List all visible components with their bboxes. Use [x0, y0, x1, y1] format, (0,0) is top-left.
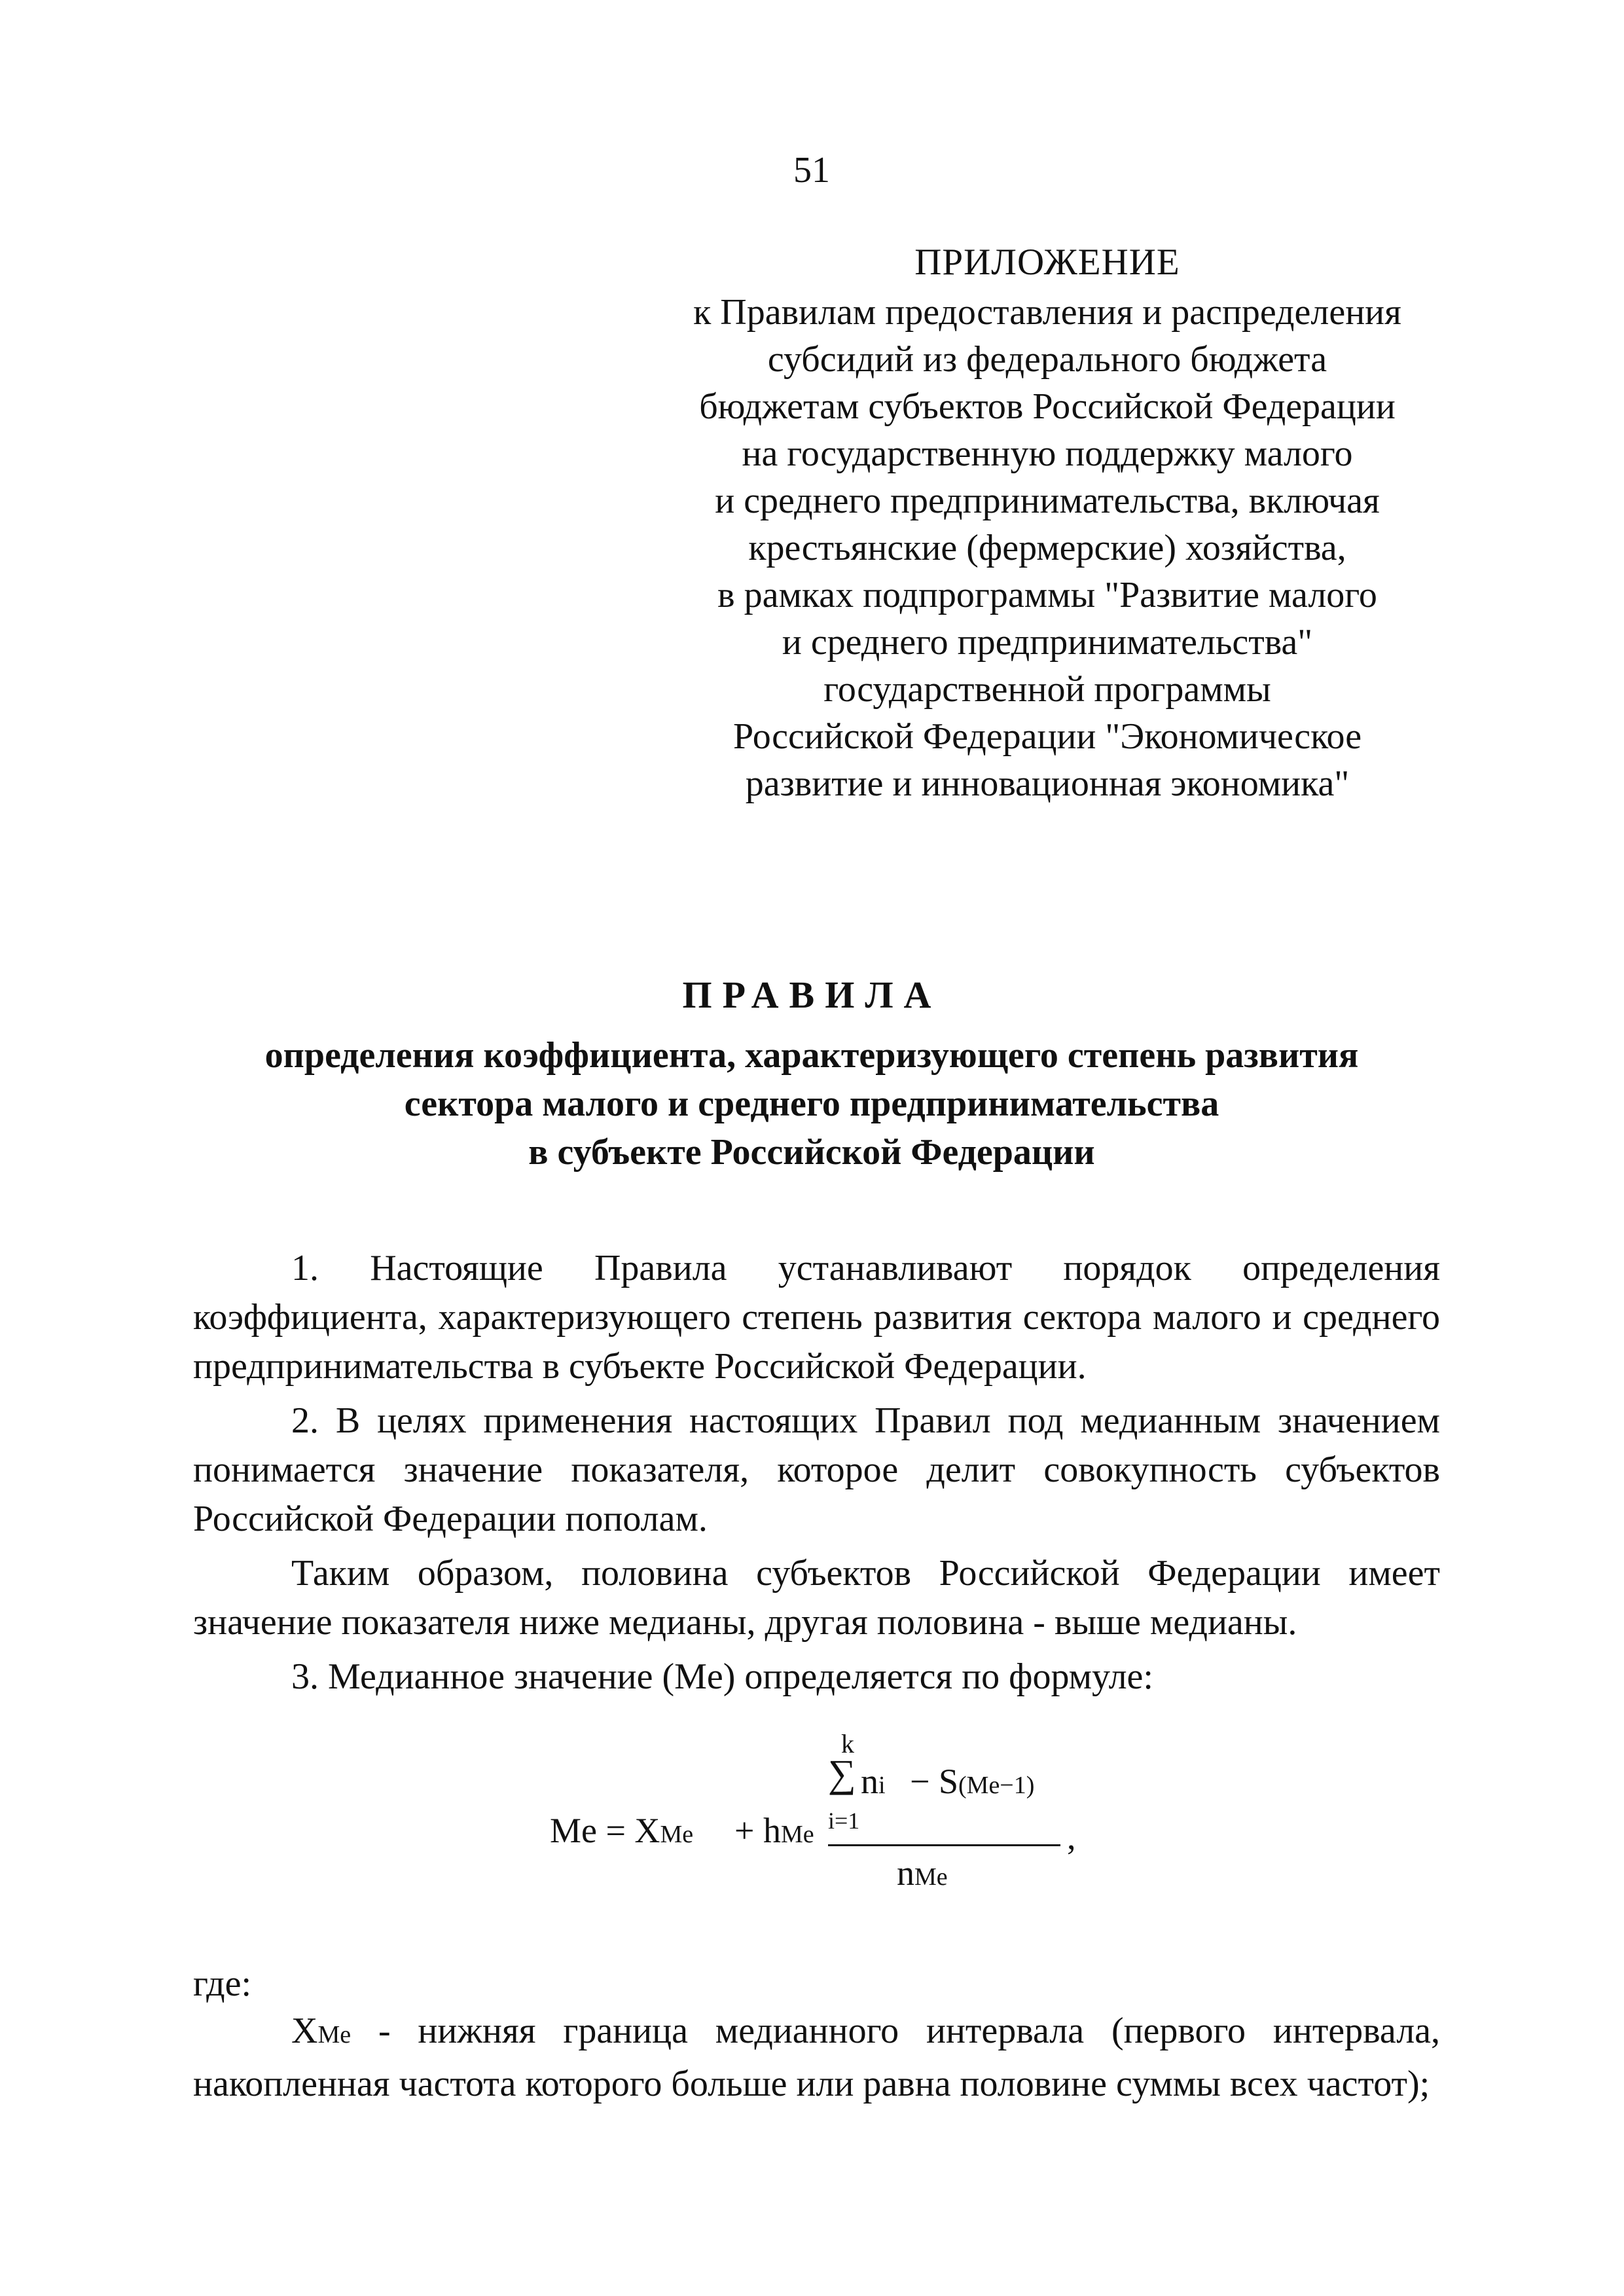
rules-subtitle [196, 1031, 1427, 1176]
appendix-line: к Правилам предоставления и распределения [693, 292, 1401, 333]
appendix-line: субсидий из федерального бюджета [767, 339, 1327, 380]
body-text [193, 1244, 1440, 1707]
rules-heading: ПРАВИЛА [682, 974, 942, 1016]
formula-lhs: Me = XMe [550, 1811, 694, 1850]
sum-lower-limit: i=1 [828, 1808, 860, 1834]
formula-lhs-sub: Me [660, 1821, 694, 1848]
appendix-line: развитие и инновационная экономика" [745, 763, 1350, 804]
subtitle-line: в субъекте Российской Федерации [528, 1132, 1095, 1173]
paragraph-3: Таким образом, половина субъектов Российской Федерации имеет значение показателя ниже медианы, другая половина - выше медианы. [193, 1553, 1440, 1643]
formula-trailing-comma: , [1067, 1817, 1076, 1857]
fraction-bar [828, 1844, 1060, 1846]
paragraph-4: 3. Медианное значение (Me) определяется по формуле: [291, 1656, 1153, 1697]
definition-x-me [193, 2007, 1440, 2109]
subtitle-line: сектора малого и среднего предпринимательства [404, 1084, 1219, 1124]
formula-denominator-sub: Me [914, 1863, 948, 1891]
appendix-line: на государственную поддержку малого [742, 433, 1353, 474]
formula-h-sub: Me [780, 1821, 814, 1848]
formula-n-i: ni [861, 1762, 886, 1801]
sum-upper-limit: k [841, 1729, 854, 1758]
appendix-line: крестьянские (фермерские) хозяйства, [748, 528, 1346, 568]
sum-symbol: ∑ [828, 1752, 856, 1795]
appendix-line: бюджетам субъектов Российской Федерации [699, 386, 1396, 427]
formula-h: + hMe [734, 1811, 814, 1850]
page-number: 51 [793, 150, 830, 191]
subtitle-line: определения коэффициента, характеризующего степень развития [264, 1035, 1359, 1076]
formula-denominator: nMe [897, 1853, 948, 1893]
definition-symbol-sub: Me [317, 2021, 352, 2049]
formula-n-i-sub: i [878, 1772, 886, 1799]
median-formula [550, 1728, 1139, 1925]
definition-text: - нижняя граница медианного интервала (первого интервала, накопленная частота которого больше или равна половине суммы всех частот); [193, 2011, 1440, 2104]
definition-symbol: XMe [291, 2011, 352, 2051]
appendix-title: ПРИЛОЖЕНИЕ [914, 242, 1180, 283]
where-label: где: [193, 1963, 252, 2004]
appendix-line: государственной программы [823, 669, 1271, 710]
formula-s-sub: (Me−1) [958, 1772, 1035, 1799]
paragraph-1: 1. Настоящие Правила устанавливают порядок определения коэффициента, характеризующего степень развития сектора малого и среднего предпринимательства в субъекте Российской Федерации. [193, 1248, 1440, 1387]
appendix-line: и среднего предпринимательства" [782, 622, 1313, 663]
appendix-block [638, 239, 1456, 807]
formula-s: − S(Me−1) [910, 1762, 1035, 1801]
appendix-line: и среднего предпринимательства, включая [715, 481, 1380, 521]
paragraph-2: 2. В целях применения настоящих Правил под медианным значением понимается значение показателя, которое делит совокупность субъектов Российской Федерации пополам. [193, 1400, 1440, 1539]
appendix-line: Российской Федерации "Экономическое [732, 716, 1362, 757]
appendix-line: в рамках подпрограммы "Развитие малого [717, 575, 1377, 615]
